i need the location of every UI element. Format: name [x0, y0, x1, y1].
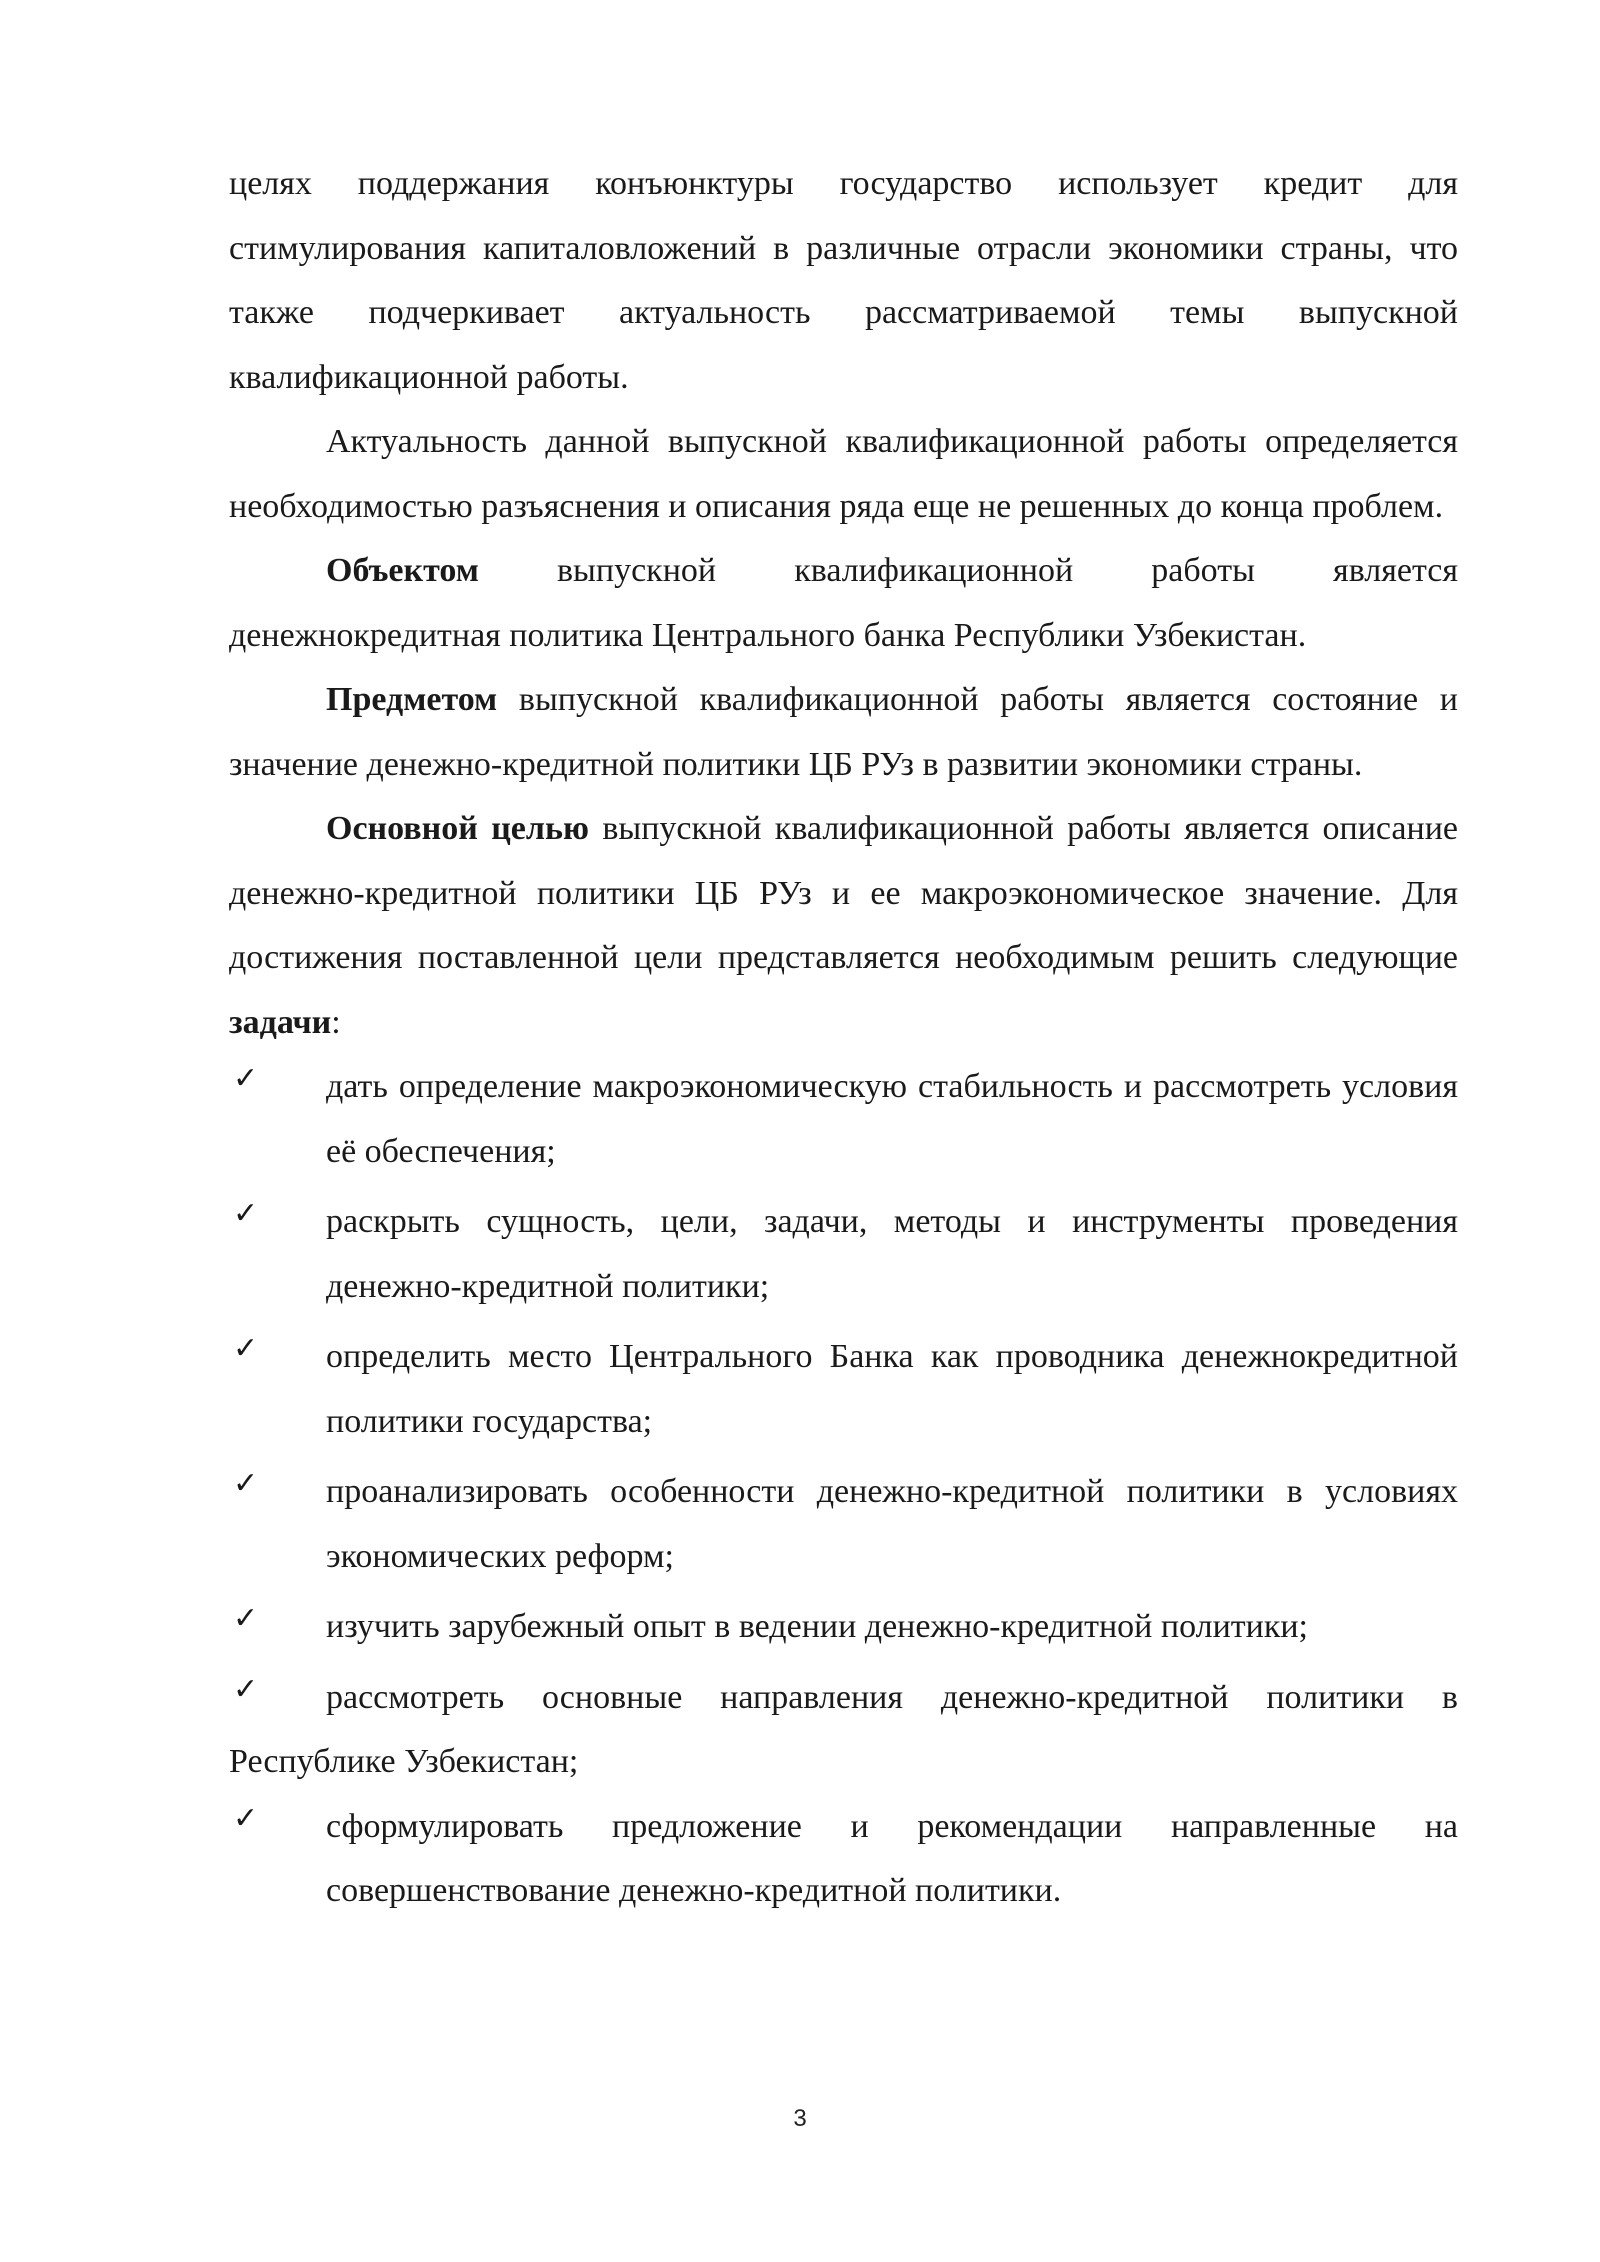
page-number: 3	[793, 2105, 807, 2132]
checkmark-icon: ✓	[233, 1196, 259, 1231]
checkmark-icon: ✓	[233, 1331, 259, 1366]
list-item	[229, 1055, 1458, 1184]
list-item-text: рассмотреть основные направления денежно-кредитной политики в Республике Узбекистан;	[229, 1678, 1458, 1780]
list-item-text: сформулировать предложение и рекомендации направленные на совершенствование денежно-кредитной политики.	[326, 1807, 1458, 1909]
tasks-term: задачи	[229, 1003, 332, 1041]
list-item	[229, 1595, 1458, 1660]
list-item	[229, 1666, 1458, 1795]
list-item	[229, 1325, 1458, 1454]
list-item	[229, 1190, 1458, 1319]
list-item-text: определить место Центрального Банка как проводника денежнокредитной политики государства;	[326, 1338, 1458, 1440]
list-item-text: раскрыть сущность, цели, задачи, методы и инструменты проведения денежно-кредитной политики;	[326, 1203, 1458, 1305]
tasks-list	[229, 1055, 1458, 1924]
list-item-text: проанализировать особенности денежно-кредитной политики в условиях экономических реформ;	[326, 1473, 1458, 1575]
subject-term: Предметом	[326, 681, 498, 718]
checkmark-icon: ✓	[233, 1800, 259, 1836]
list-item	[229, 1795, 1458, 1924]
list-item-text: дать определение макроэкономическую стабильность и рассмотреть условия её обеспечения;	[326, 1068, 1458, 1170]
paragraph-goal	[229, 797, 1458, 1055]
subject-text: выпускной квалификационной работы является состояние и значение денежно-кредитной политики ЦБ РУз в развитии экономики страны.	[229, 681, 1458, 783]
goal-term: Основной целью	[326, 810, 589, 847]
checkmark-icon: ✓	[233, 1061, 259, 1096]
document-page	[229, 152, 1458, 1924]
object-term: Объектом	[326, 552, 479, 589]
checkmark-icon: ✓	[233, 1671, 259, 1707]
object-text: выпускной квалификационной работы является денежнокредитная политика Центрального банка Республики Узбекистан.	[229, 552, 1458, 654]
paragraph-context: целях поддержания конъюнктуры государство использует кредит для стимулирования капиталовложений в различные отрасли экономики страны, что также подчеркивает актуальность рассматриваемой темы выпускной квалификационной работы.	[229, 165, 1458, 396]
checkmark-icon: ✓	[233, 1466, 259, 1501]
list-item-text: изучить зарубежный опыт в ведении денежно-кредитной политики;	[326, 1608, 1308, 1645]
paragraph-subject	[229, 668, 1458, 797]
paragraph-object	[229, 539, 1458, 668]
checkmark-icon: ✓	[233, 1601, 259, 1636]
goal-text: выпускной квалификационной работы является описание денежно-кредитной политики ЦБ РУз и ее макроэкономическое значение. Для достижения поставленной цели представляется необходимым решить следующие	[229, 810, 1458, 976]
goal-colon: :	[331, 1003, 341, 1041]
list-item	[229, 1460, 1458, 1589]
paragraph-relevance: Актуальность данной выпускной квалификационной работы определяется необходимостью разъяснения и описания ряда еще не решенных до конца проблем.	[229, 423, 1458, 525]
